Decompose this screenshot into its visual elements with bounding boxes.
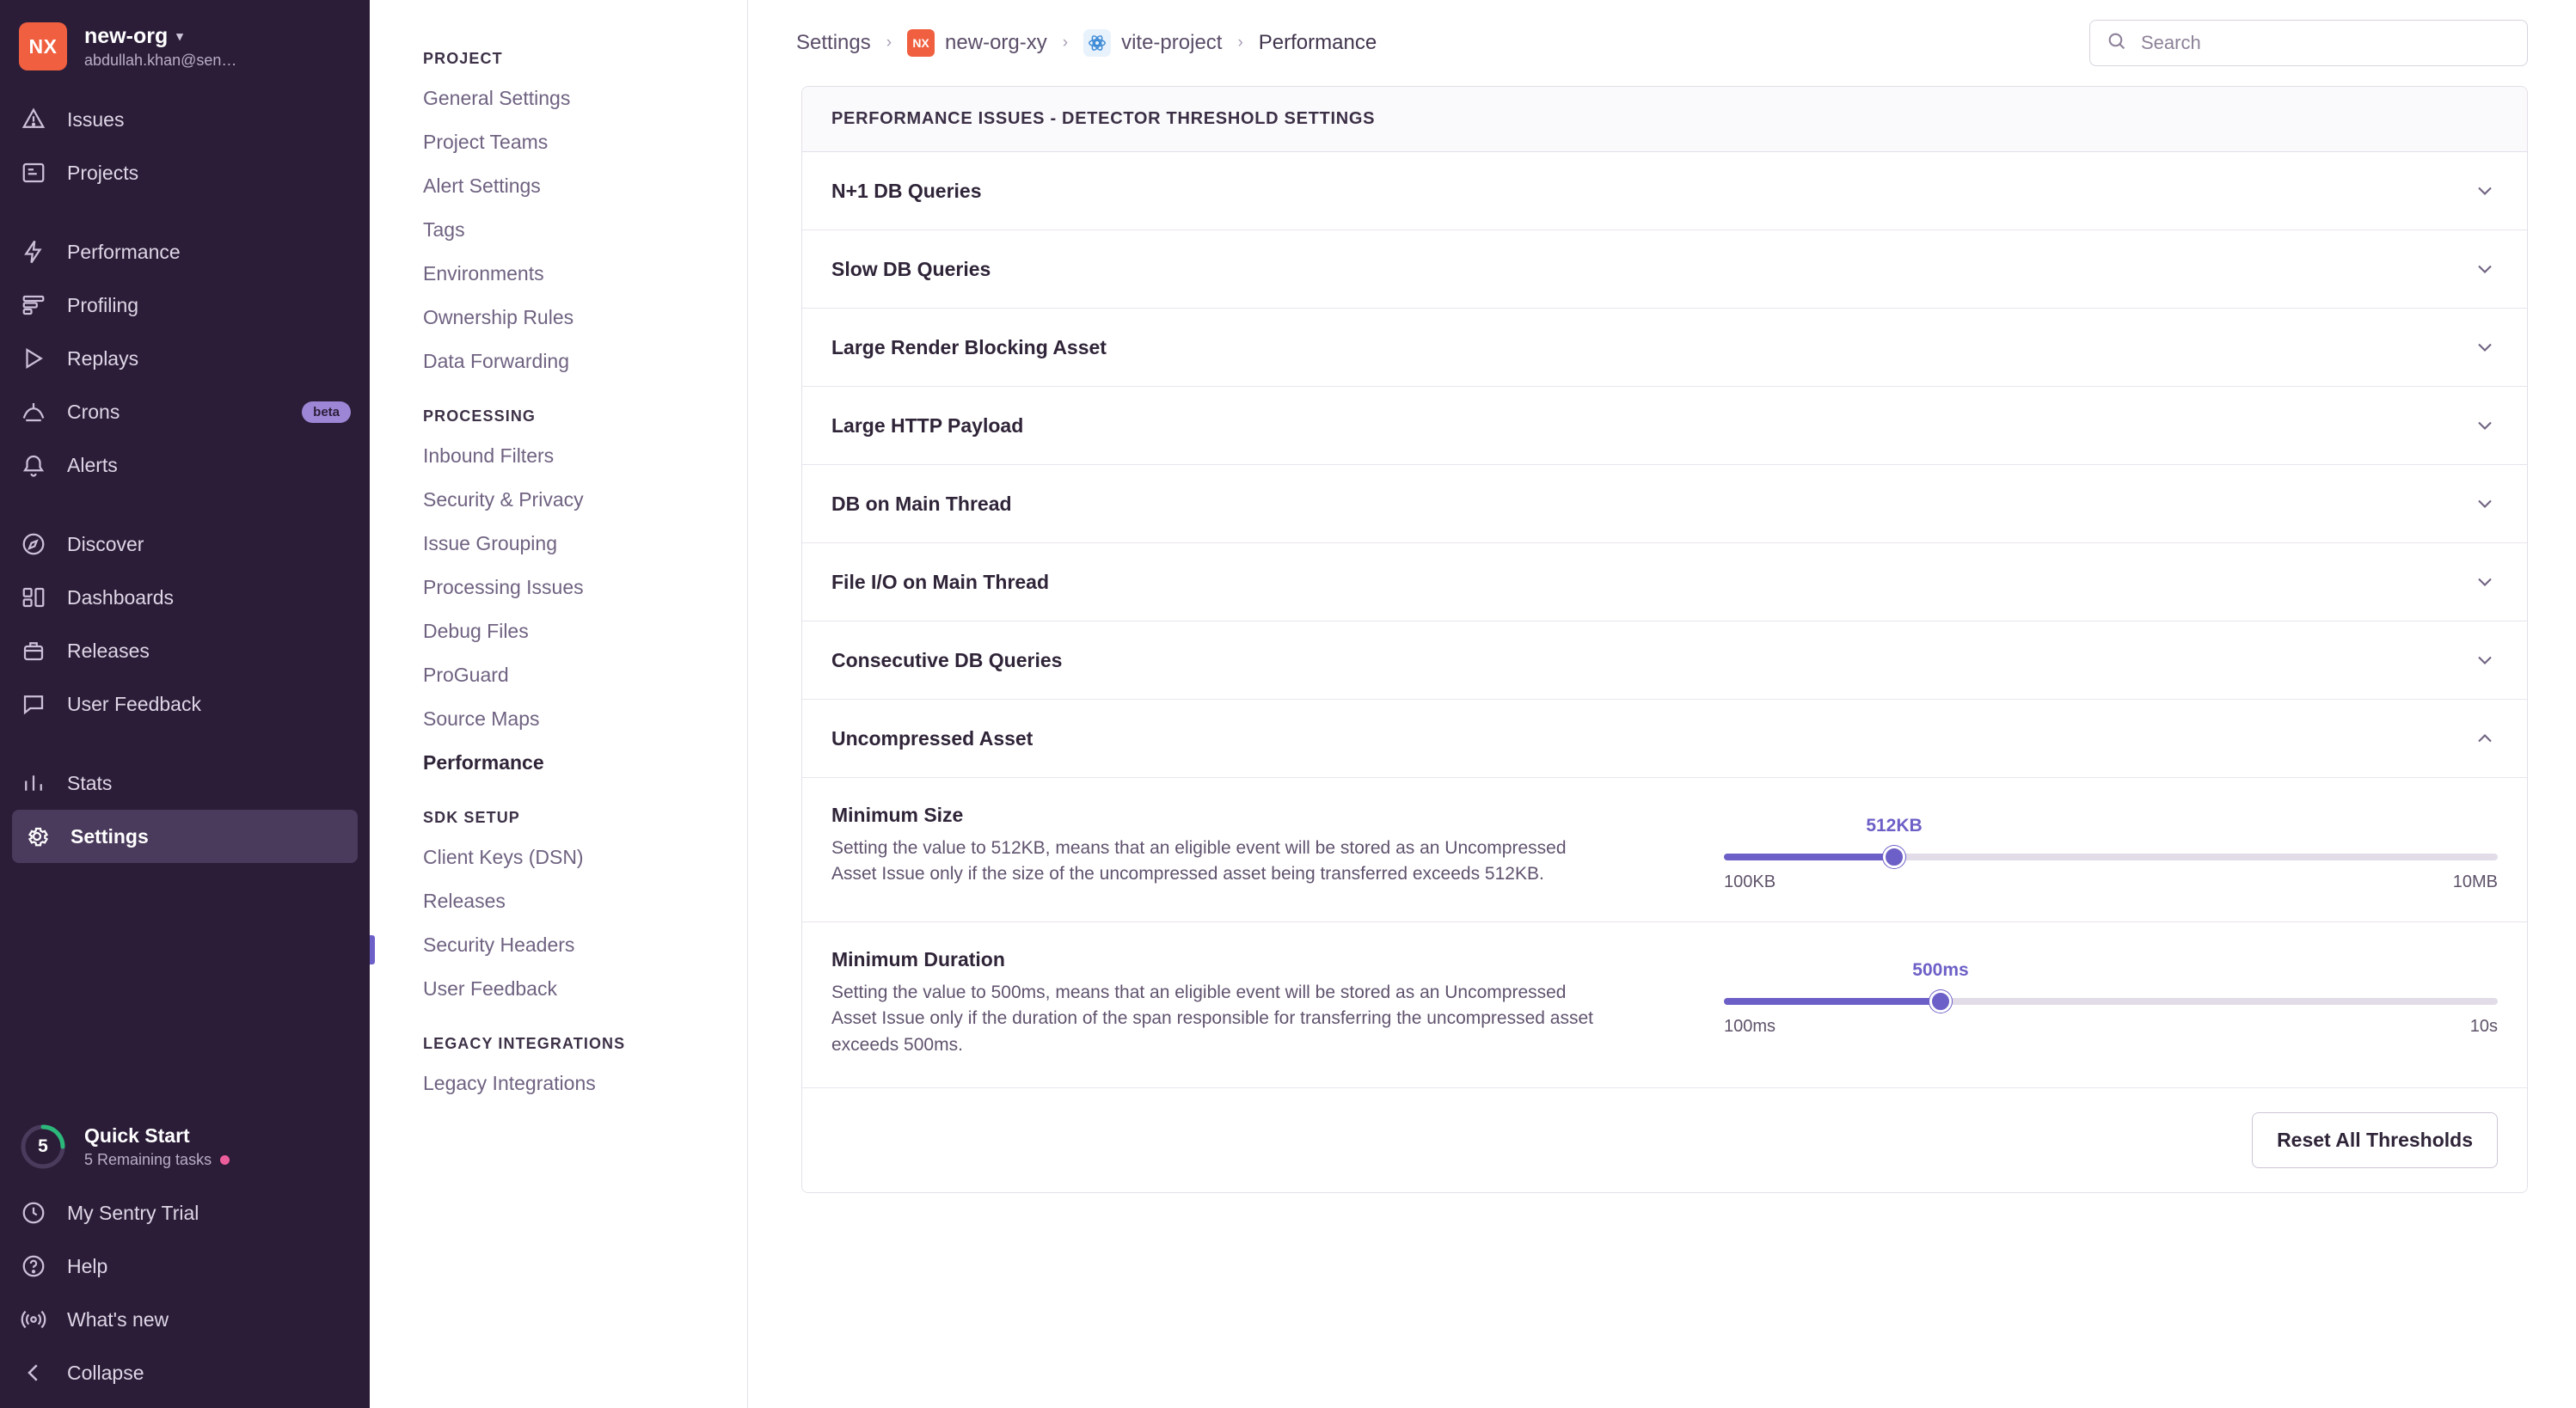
org-text [84,24,236,70]
subnav-item-data-forwarding[interactable]: Data Forwarding [423,350,570,372]
progress-ring [19,1123,67,1171]
sidebar-item-whats-new[interactable] [0,1293,370,1346]
sidebar-item-replays[interactable] [0,332,370,385]
sidebar-item-label: Collapse [67,1361,144,1384]
chevron-down-icon[interactable] [2472,569,2498,595]
detector-label: DB on Main Thread [831,492,1012,515]
sidebar-item-issues[interactable] [0,93,370,146]
sidebar-item-label: Issues [67,107,125,131]
sidebar-item-stats[interactable] [0,756,370,810]
breadcrumb-separator-icon: › [886,34,892,52]
breadcrumb-separator-icon: › [1237,34,1243,52]
quick-start-subtitle-label: 5 Remaining tasks [84,1151,212,1168]
breadcrumb [796,29,1377,57]
active-item-marker [370,935,375,964]
quick-start-widget[interactable] [0,1116,370,1183]
sidebar-item-label: What's new [67,1307,169,1331]
sidebar-item-discover[interactable] [0,517,370,571]
subnav-gap [423,383,747,407]
subnav-item-releases[interactable]: Releases [423,890,506,912]
detector-row-slow-db-queries[interactable] [802,230,2527,309]
subnav-item-security-headers[interactable]: Security Headers [423,934,575,956]
breadcrumb-label: vite-project [1121,31,1223,54]
sidebar-item-my-sentry-trial[interactable] [0,1186,370,1240]
sidebar-item-label: Replays [67,346,139,370]
projects-icon [19,158,48,187]
detector-row-large-render-blocking-asset[interactable] [802,309,2527,387]
detector-row-file-io-on-main-thread[interactable] [802,543,2527,621]
slider-range-labels [1724,1017,2498,1037]
slider-max-label: 10s [2469,1017,2498,1036]
profiling-icon [19,291,48,320]
chevron-down-icon: ▾ [176,29,183,44]
chevron-up-icon[interactable] [2472,725,2498,751]
user-feedback-icon [19,689,48,719]
org-switcher[interactable] [0,0,370,89]
chevron-down-icon[interactable] [2472,647,2498,673]
breadcrumb-org[interactable] [907,29,1047,57]
nav-group-primary [0,89,370,199]
subnav-item-debug-files[interactable]: Debug Files [423,620,529,642]
detector-row-large-http-payload[interactable] [802,387,2527,465]
sidebar-item-releases[interactable] [0,624,370,677]
subnav-item-general-settings[interactable]: General Settings [423,87,571,109]
breadcrumb-separator-icon: › [1062,34,1069,52]
slider-range-labels [1724,872,2498,892]
detector-label: Consecutive DB Queries [831,648,1063,671]
detector-label: Large HTTP Payload [831,413,1024,437]
sidebar-item-profiling[interactable] [0,279,370,332]
chevron-down-icon[interactable] [2472,334,2498,360]
chevron-left-icon [19,1358,48,1387]
subnav-item-user-feedback[interactable]: User Feedback [423,977,557,1000]
slider-fill [1724,998,1941,1005]
releases-icon [19,636,48,665]
subnav-section-title: PROJECT [423,50,503,67]
setting-text [831,948,1605,1058]
sidebar-item-label: User Feedback [67,692,201,715]
performance-icon [19,237,48,266]
chevron-down-icon[interactable] [2472,256,2498,282]
setting-description: Setting the value to 512KB, means that an eligible event will be stored as an Uncompressed Asset Issue only if the size of the uncompressed asset being transferred exceeds 512KB. [831,838,1567,885]
setting-control [1724,804,2498,892]
top-bar [748,0,2576,86]
settings-subnav [370,0,748,1408]
org-user-email: abdullah.khan@sen… [84,51,237,69]
chevron-down-icon[interactable] [2472,413,2498,438]
slider-value-label [1724,960,2498,983]
search-input[interactable] [2139,31,2512,55]
sidebar-collapse-button[interactable] [0,1346,370,1399]
sidebar-item-alerts[interactable] [0,438,370,492]
sidebar-item-label: Performance [67,240,181,263]
minimum-size-slider[interactable] [1724,854,2498,860]
search-box[interactable] [2089,20,2528,66]
setting-title: Minimum Duration [831,948,1005,970]
slider-thumb[interactable] [1929,990,1952,1013]
setting-control [1724,948,2498,1037]
subnav-gap [423,785,747,809]
chevron-down-icon[interactable] [2472,491,2498,517]
detector-label: Large Render Blocking Asset [831,335,1107,358]
setting-title: Minimum Size [831,804,964,826]
nav-group-admin [0,753,370,863]
nav-group-monitoring [0,222,370,492]
slider-min-label: 100ms [1724,1017,1776,1036]
stats-icon [19,768,48,798]
sidebar-item-label: Help [67,1254,108,1277]
org-avatar: NX [19,22,67,70]
subnav-item-ownership-rules[interactable]: Ownership Rules [423,306,574,328]
discover-icon [19,530,48,559]
subnav-item-legacy-integrations[interactable]: Legacy Integrations [423,1072,596,1094]
quick-start-title: Quick Start [84,1124,190,1147]
slider-max-label: 10MB [2452,872,2498,891]
project-platform-icon [1083,29,1111,57]
sidebar-item-label: Alerts [67,453,118,476]
sidebar-item-label: Dashboards [67,585,175,609]
search-icon [2106,30,2127,57]
replays-icon [19,344,48,373]
subnav-section-title: PROCESSING [423,407,537,425]
primary-sidebar [0,0,370,1408]
breadcrumb-project[interactable] [1083,29,1222,57]
sidebar-item-label: My Sentry Trial [67,1201,199,1224]
nav-group-insights [0,514,370,731]
detector-label: File I/O on Main Thread [831,570,1050,593]
breadcrumb-label: Settings [796,31,871,54]
breadcrumb-current [1259,31,1377,55]
breadcrumb-label: Performance [1258,31,1377,54]
subnav-item-proguard[interactable]: ProGuard [423,664,509,686]
sidebar-item-label: Discover [67,532,144,555]
org-name-label: new-org [84,23,169,48]
subnav-section-title: SDK SETUP [423,809,520,826]
sidebar-item-help[interactable] [0,1240,370,1293]
subnav-item-source-maps[interactable]: Source Maps [423,707,540,730]
clock-icon [19,1198,48,1227]
reset-all-thresholds-button[interactable]: Reset All Thresholds [2252,1112,2498,1168]
setting-minimum-size [802,778,2527,922]
nav-group-bottom [0,1183,370,1408]
quick-start-subtitle [84,1151,230,1169]
subnav-item-client-keys[interactable]: Client Keys (DSN) [423,846,584,868]
detector-row-uncompressed-asset[interactable] [802,700,2527,778]
subnav-section-title: LEGACY INTEGRATIONS [423,1035,626,1052]
sidebar-item-label: Stats [67,771,113,794]
subnav-item-issue-grouping[interactable]: Issue Grouping [423,532,557,554]
sidebar-item-crons[interactable] [0,385,370,438]
detector-threshold-panel [801,86,2528,1193]
sidebar-item-user-feedback[interactable] [0,677,370,731]
subnav-item-tags[interactable]: Tags [423,218,465,241]
breadcrumb-settings[interactable] [796,31,871,55]
detector-row-consecutive-db-queries[interactable] [802,621,2527,700]
nav-spacer [0,863,370,1116]
help-icon [19,1252,48,1281]
crons-icon [19,397,48,426]
slider-value-text: 500ms [1912,960,1969,980]
settings-subnav-inner [370,0,747,1105]
slider-fill [1724,854,1894,860]
subnav-item-security-privacy[interactable]: Security & Privacy [423,488,584,511]
slider-value-text: 512KB [1866,816,1923,836]
panel-title: PERFORMANCE ISSUES - DETECTOR THRESHOLD SETTINGS [802,87,2527,152]
detector-row-db-on-main-thread[interactable] [802,465,2527,543]
broadcast-icon [19,1305,48,1334]
detector-label: N+1 DB Queries [831,179,982,202]
sidebar-item-performance[interactable] [0,225,370,279]
sidebar-item-label: Settings [71,824,149,848]
alerts-icon [19,450,48,480]
sidebar-item-label: Projects [67,161,139,184]
subnav-item-alert-settings[interactable]: Alert Settings [423,174,541,197]
slider-value-label [1724,816,2498,838]
subnav-item-processing-issues[interactable]: Processing Issues [423,576,584,598]
detector-row-n-plus-1-db-queries[interactable] [802,152,2527,230]
subnav-item-performance[interactable]: Performance [423,751,544,774]
breadcrumb-label: new-org-xy [945,31,1047,54]
slider-thumb[interactable] [1883,846,1905,868]
subnav-item-project-teams[interactable]: Project Teams [423,131,549,153]
sidebar-item-projects[interactable] [0,146,370,199]
dashboards-icon [19,583,48,612]
detector-label: Uncompressed Asset [831,726,1033,750]
org-name [84,24,236,49]
setting-description: Setting the value to 500ms, means that an eligible event will be stored as an Uncompressed Asset Issue only if the duration of the span responsible for transferring the uncompressed asset exceeds 500ms. [831,983,1593,1055]
nav-divider-1 [0,199,370,222]
detector-label: Slow DB Queries [831,257,991,280]
nav-divider-2 [0,492,370,514]
quick-start-count: 5 [38,1136,48,1156]
sidebar-item-dashboards[interactable] [0,571,370,624]
sidebar-item-settings[interactable] [12,810,358,863]
main-content [748,0,2576,1408]
issues-icon [19,105,48,134]
setting-minimum-duration [802,922,2527,1088]
settings-content [748,86,2576,1408]
sidebar-item-label: Releases [67,639,150,662]
unread-dot-icon [220,1155,230,1165]
sidebar-item-label: Crons [67,400,120,423]
subnav-gap [423,1011,747,1035]
chevron-down-icon[interactable] [2472,178,2498,204]
nav-divider-3 [0,731,370,753]
subnav-item-inbound-filters[interactable]: Inbound Filters [423,444,555,467]
sidebar-item-label: Profiling [67,293,139,316]
setting-text [831,804,1605,888]
settings-icon [22,822,52,851]
slider-min-label: 100KB [1724,872,1776,891]
minimum-duration-slider[interactable] [1724,998,2498,1005]
subnav-item-environments[interactable]: Environments [423,262,544,285]
panel-footer [802,1088,2527,1192]
org-avatar-icon: NX [907,29,935,57]
status-badge: beta [302,401,351,423]
quick-start-text [84,1124,230,1169]
